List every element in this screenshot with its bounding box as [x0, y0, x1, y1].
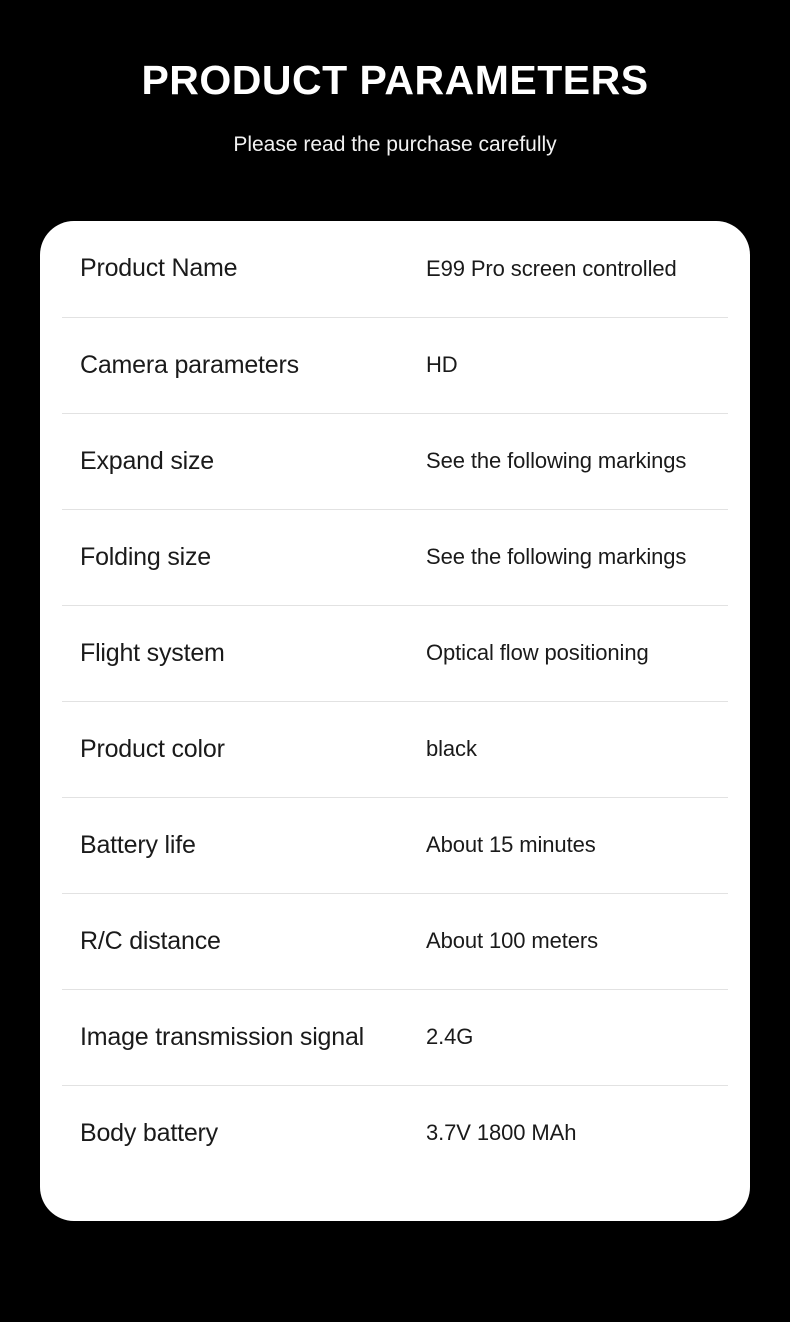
spec-label: Product color [62, 701, 424, 797]
table-row [62, 221, 728, 317]
spec-label: Image transmission signal [62, 989, 424, 1085]
spec-value: Optical flow positioning [424, 605, 728, 701]
table-row [62, 701, 728, 797]
spec-value: black [424, 701, 728, 797]
spec-label: Product Name [62, 221, 424, 317]
spec-label: Body battery [80, 1118, 218, 1147]
spec-value: E99 Pro screen controlled [424, 221, 728, 317]
spec-label: Folding size [62, 509, 424, 605]
table-row [62, 1085, 728, 1181]
spec-label: R/C distance [62, 893, 424, 989]
spec-value: See the following markings [424, 509, 728, 605]
page-subtitle: Please read the purchase carefully [233, 133, 557, 157]
spec-card [40, 221, 750, 1221]
table-row [62, 317, 728, 413]
spec-table-body [62, 221, 728, 1181]
page-title: PRODUCT PARAMETERS [141, 57, 649, 103]
table-row [62, 893, 728, 989]
spec-value: About 15 minutes [424, 797, 728, 893]
table-row [62, 797, 728, 893]
table-row [62, 989, 728, 1085]
spec-value: 2.4G [424, 989, 728, 1085]
spec-value: About 100 meters [424, 893, 728, 989]
table-row [62, 413, 728, 509]
page-header [0, 0, 790, 157]
spec-value: 3.7V 1800 MAh [426, 1120, 577, 1146]
spec-value: HD [424, 317, 728, 413]
spec-table [62, 221, 728, 1181]
table-row [62, 605, 728, 701]
spec-label: Flight system [62, 605, 424, 701]
spec-value: See the following markings [424, 413, 728, 509]
spec-label: Expand size [62, 413, 424, 509]
spec-label: Camera parameters [62, 317, 424, 413]
table-row [62, 509, 728, 605]
spec-label: Battery life [62, 797, 424, 893]
